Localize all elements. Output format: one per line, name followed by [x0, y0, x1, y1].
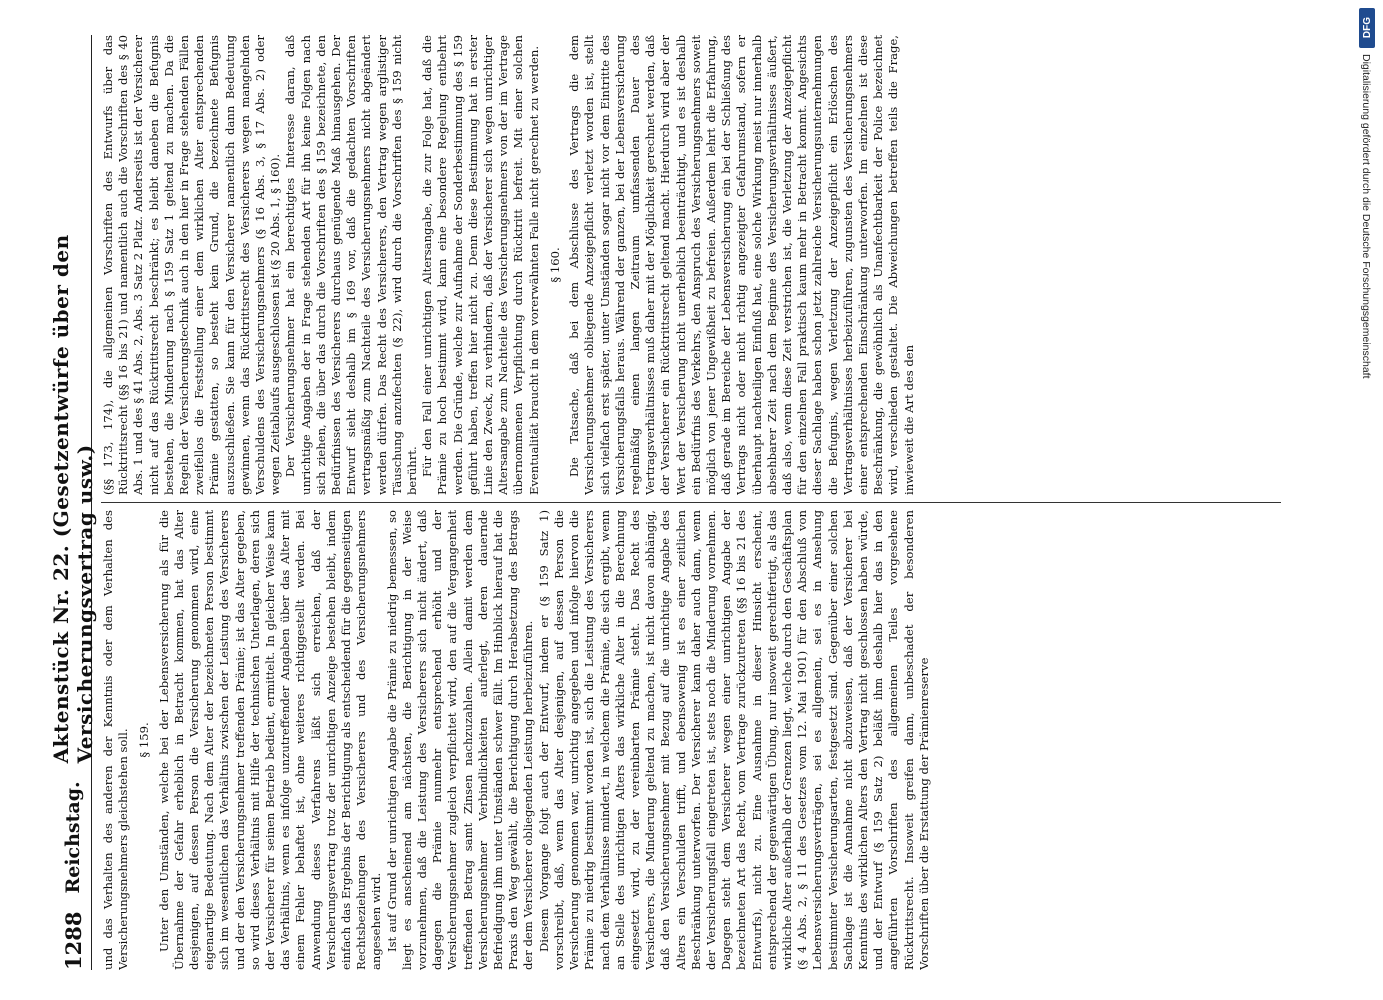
right-column	[101, 35, 1291, 495]
paragraph: Die Tatsache, daß bei dem Abschlusse des Vertrags die dem Versicherungsnehmer obliegende Anzeigepflicht verletzt worden ist, stellt sich vielfach erst später, unter Umständen sogar nicht vor dem Eintritte des Versicherungsfalls heraus. Während der ganzen, bei der Lebensversicherung regelmäßig einen langen Zeitraum umfassenden Dauer des Vertragsverhältnisses muß daher mit der Möglichkeit gerechnet werden, daß der Versicherer ein Rücktrittsrecht geltend macht. Hierdurch wird aber der Wert der Versicherung nicht unerheblich beeinträchtigt, und es ist deshalb ein Bedürfnis des Verkehrs, den Anspruch des Versicherungsnehmers soweit möglich von jener Ungewißheit zu befreien. Außerdem lehrt die Erfahrung, daß gerade im Bereiche der Lebensversicherung ein bei der Schließung des Vertrags nicht oder nicht richtig angezeigter Gefahrumstand, sofern er überhaupt nachteiligen Einfluß hat, eine solche Wirkung meist nur innerhalb absehbarer Zeit nach dem Beginne des Versicherungsverhältnisses äußert, daß also, wenn diese Zeit verstrichen ist, die Verletzung der Anzeigepflicht für den einzelnen Fall praktisch kaum mehr in Betracht kommt. Angesichts dieser Sachlage haben schon jetzt zahlreiche Versicherungsunternehmungen die Befugnis, wegen Verletzung der Anzeigepflicht ein Erlöschen des Vertragsverhältnisses herbeizuführen, zugunsten des Versicherungsnehmers einer entsprechenden Einschränkung unterworfen. Im einzelnen ist diese Beschränkung, die gewöhnlich als Unanfechtbarkeit der Police bezeichnet wird, verschieden gestaltet. Die Abweichungen betreffen teils die Frage, inwieweit die Art des den	[567, 35, 916, 495]
paragraph: Diesem Vorgange folgt auch der Entwurf, indem er (§ 159 Satz 1) vorschreibt, daß, wenn das Alter desjenigen, auf dessen Person die Versicherung genommen war, unrichtig angegeben und infolge hiervon die Prämie zu niedrig bestimmt worden ist, sich die Leistung des Versicherers nach dem Verhältnisse mindert, in welchem die Prämie, die sich ergibt, wenn an Stelle des unrichtigen Alters das wirkliche Alter in die Berechnung eingesetzt wird, zu der vereinbarten Prämie steht. Das Recht des Versicherers, die Minderung geltend zu machen, ist nicht davon abhängig, daß den Versicherungsnehmer mit Bezug auf die unrichtige Angabe des Alters ein Verschulden trifft, und ebensowenig ist es einer zeitlichen Beschränkung unterworfen. Der Versicherer kann daher auch dann, wenn der Versicherungsfall eingetreten ist, stets noch die Minderung vornehmen. Dagegen steht dem Versicherer wegen einer unrichtigen Angabe der bezeichneten Art das Recht, vom Vertrage zurückzutreten (§§ 16 bis 21 des Entwurfs), nicht zu. Eine Ausnahme in dieser Hinsicht erscheint, entsprechend der gegenwärtigen Übung, nur insoweit gerechtfertigt, als das wirkliche Alter außerhalb der Grenzen liegt, welche durch den Geschäftsplan (§ 4 Abs. 2, § 11 des Gesetzes vom 12. Mai 1901) für den Abschluß von Lebensversicherungsverträgen, sei es allgemein, sei es in Ansehung bestimmter Versicherungsarten, festgesetzt sind. Gegenüber einer solchen Sachlage ist die Annahme nicht abzuweisen, daß der Versicherer bei Kenntnis des wirklichen Alters den Vertrag nicht geschlossen haben würde, und der Entwurf (§ 159 Satz 2) beläßt ihm deshalb hier das in den angeführten Vorschriften des allgemeinen Teiles vorgesehene Rücktrittsrecht. Insoweit greifen dann, unbeschadet der besonderen Vorschriften über die Erstattung der Prämienreserve	[536, 510, 931, 970]
digitization-note: Digitalisierung gefördert durch die Deutsche Forschungsgemeinschaft	[1360, 54, 1372, 379]
rotated-document-page	[49, 35, 1295, 970]
paragraph: Unter den Umständen, welche bei der Lebensversicherung als für die Übernahme der Gefahr erheblich in Betracht kommen, hat das Alter desjenigen, auf dessen Person die Versicherung genommen wird, eine eigenartige Bedeutung. Nach dem Alter der bezeichneten Person bestimmt sich im wesentlichen das Verhältnis zwischen der Leistung des Versicherers und der den Versicherungsnehmer treffenden Prämie; ist das Alter gegeben, so wird dieses Verhältnis mit Hilfe der technischen Unterlagen, deren sich der Versicherer für seinen Betrieb bedient, ermittelt. In gleicher Weise kann das Verhältnis, wenn es infolge unzutreffender Angaben über das Alter mit einem Fehler behaftet ist, ohne weiteres richtiggestellt werden. Bei Anwendung dieses Verfahrens läßt sich erreichen, daß der Versicherungsvertrag trotz der unrichtigen Anzeige bestehen bleibt, indem einfach das Ergebnis der Berichtigung als entscheidend für die gegenseitigen Rechtsbeziehungen des Versicherers und des Versicherungsnehmers angesehen wird.	[156, 510, 384, 970]
page-header	[49, 35, 97, 970]
paragraph: Ist auf Grund der unrichtigen Angabe die Prämie zu niedrig bemessen, so liegt es anscheinend am nächsten, die Berichtigung in der Weise vorzunehmen, daß die Leistung des Versicherers sich nicht ändert, daß dagegen die Prämie nunmehr entsprechend erhöht und der Versicherungsnehmer zugleich verpflichtet wird, den auf die Vergangenheit treffenden Betrag samt Zinsen nachzuzahlen. Allein damit werden dem Versicherungsnehmer Verbindlichkeiten auferlegt, deren dauernde Befriedigung ihm unter Umständen schwer fällt. Im Hinblick hierauf hat die Praxis den Weg gewählt, die Berichtigung durch Herabsetzung des Betrags der dem Versicherer obliegenden Leistung herbeizuführen.	[384, 510, 536, 970]
paragraph: Für den Fall einer unrichtigen Altersangabe, die zur Folge hat, daß die Prämie zu hoch bestimmt wird, kann eine besondere Regelung entbehrt werden. Die Gründe, welche zur Aufnahme der Sonderbestimmung des § 159 geführt haben, treffen hier nicht zu. Denn diese Bestimmung hat in erster Linie den Zweck, zu verhindern, daß der Versicherer sich wegen unrichtiger Altersangabe zum Nachteile des Versicherungsnehmers von der im Vertrage übernommenen Verpflichtung durch Rücktritt befreit. Mit einer solchen Eventualität braucht in dem vorerwähnten Falle nicht gerechnet zu werden.	[420, 35, 541, 495]
dfg-logo: DFG	[1359, 8, 1375, 48]
paragraph: Der Versicherungsnehmer hat ein berechtigtes Interesse daran, daß unrichtige Angaben der in Frage stehenden Art für ihn keine Folgen nach sich ziehen, die über das durch die Vorschriften des § 159 bezeichnete, den Bedürfnissen des Versicherers durchaus genügende Maß hinausgehen. Der Entwurf sieht deshalb im § 169 vor, daß die gedachten Vorschriften vertragsmäßig zum Nachteile des Versicherungsnehmers nicht abgeändert werden dürfen. Das Recht des Versicherers, den Vertrag wegen arglistiger Täuschung anzufechten (§ 22), wird durch die Vorschriften des § 159 nicht berührt.	[283, 35, 420, 495]
paragraph: (§§ 173, 174), die allgemeinen Vorschriften des Entwurfs über das Rücktrittsrecht (§§ 16 bis 21) und namentlich auch die Vorschriften des § 40 Abs. 1 und des § 41 Abs. 2, Abs. 3 Satz 2 Platz. Anderseits ist der Versicherer nicht auf das Rücktrittsrecht beschränkt; es bleibt daneben die Befugnis bestehen, die Minderung nach § 159 Satz 1 geltend zu machen. Da die Regeln der Versicherungstechnik auch in den hier in Frage stehenden Fällen zweifellos die Feststellung einer dem wirklichen Alter entsprechenden Prämie gestatten, so besteht kein Grund, die bezeichnete Befugnis auszuschließen. Sie kann für den Versicherer namentlich dann Bedeutung gewinnen, wenn das Rücktrittsrecht des Versicherers wegen mangelnden Verschuldens des Versicherungsnehmers (§ 16 Abs. 3, § 17 Abs. 2) oder wegen Zeitablaufs ausgeschlossen ist (§ 20 Abs. 1, § 160).	[101, 35, 283, 495]
column-divider	[101, 502, 1281, 503]
header-title: Aktenstück Nr. 22. (Gesetzentwürfe über den Versicherungsvertrag usw.)	[49, 234, 97, 764]
header-reichstag: Reichstag.	[62, 781, 84, 894]
section-heading-160: § 160.	[547, 247, 562, 283]
section-heading-159: § 159.	[137, 722, 152, 758]
paragraph: und das Verhalten des anderen der Kenntnis oder dem Verhalten des Versicherungsnehmers gleichstehen soll.	[101, 510, 131, 970]
page-number: 1288	[60, 911, 86, 970]
left-column	[101, 510, 1291, 970]
